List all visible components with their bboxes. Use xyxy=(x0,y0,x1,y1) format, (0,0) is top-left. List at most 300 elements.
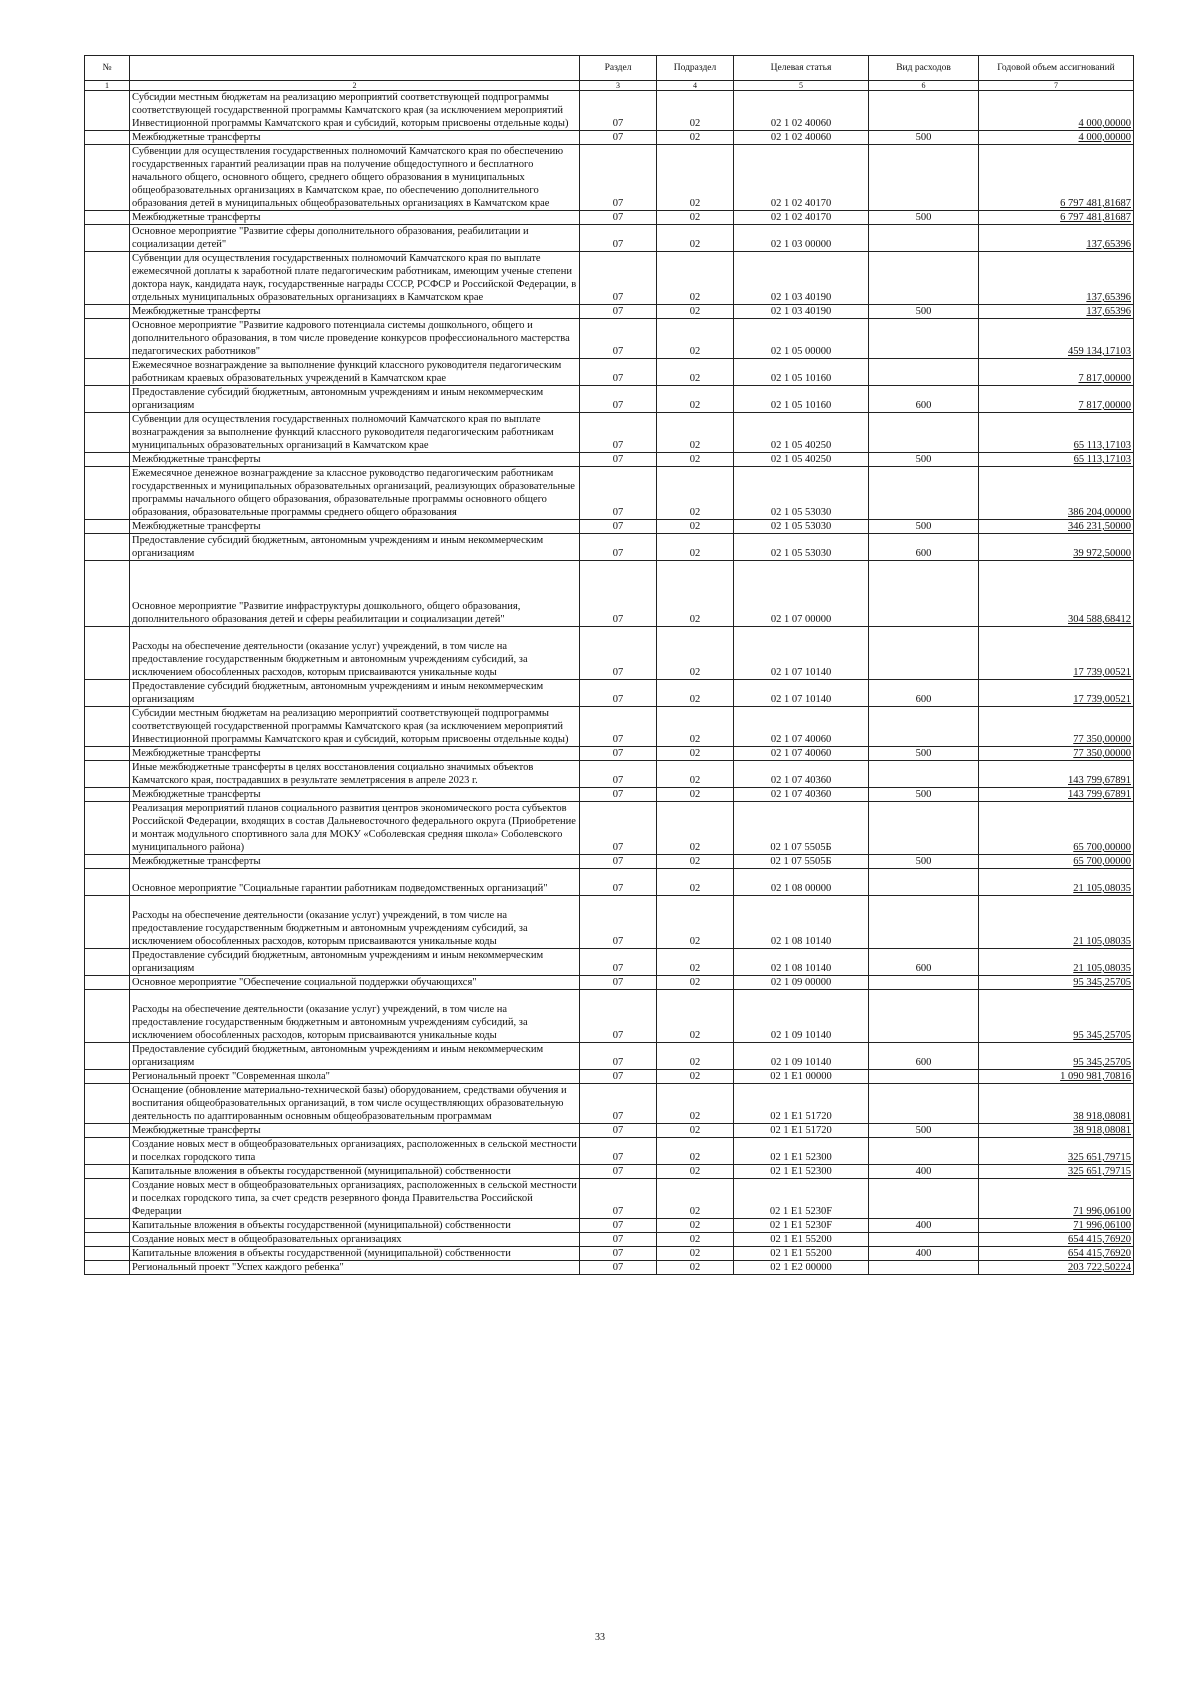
cell-name: Предоставление субсидий бюджетным, автономным учреждениям и иным некоммерческим организациям xyxy=(130,680,580,707)
cell-amount: 7 817,00000 xyxy=(979,359,1134,386)
cell-num xyxy=(85,561,130,627)
cell-target: 02 1 05 53030 xyxy=(734,534,869,561)
cell-section: 07 xyxy=(580,1070,657,1084)
cell-num xyxy=(85,1165,130,1179)
cell-section: 07 xyxy=(580,561,657,627)
cell-section: 07 xyxy=(580,627,657,680)
table-row xyxy=(85,896,1134,949)
cell-target: 02 1 E1 55200 xyxy=(734,1247,869,1261)
cell-num xyxy=(85,1084,130,1124)
cell-expense-type xyxy=(869,413,979,453)
index-cell: 3 xyxy=(580,81,657,91)
cell-name: Межбюджетные трансферты xyxy=(130,131,580,145)
cell-amount: 137,65396 xyxy=(979,252,1134,305)
cell-expense-type: 500 xyxy=(869,453,979,467)
cell-section: 07 xyxy=(580,91,657,131)
cell-expense-type xyxy=(869,225,979,252)
cell-name: Региональный проект "Успех каждого ребенка" xyxy=(130,1261,580,1275)
table-row xyxy=(85,747,1134,761)
cell-target: 02 1 02 40060 xyxy=(734,131,869,145)
cell-subsection: 02 xyxy=(657,1070,734,1084)
cell-name: Ежемесячное денежное вознаграждение за классное руководство педагогическим работникам государственных и муниципальных образовательных организаций, реализующих образовательные программы начального общего образования, образовательные программы основного общего образования, образовательные программы среднего общего образования xyxy=(130,467,580,520)
cell-amount: 95 345,25705 xyxy=(979,976,1134,990)
cell-amount: 71 996,06100 xyxy=(979,1219,1134,1233)
cell-subsection: 02 xyxy=(657,680,734,707)
cell-subsection: 02 xyxy=(657,869,734,896)
index-cell: 6 xyxy=(869,81,979,91)
cell-target: 02 1 09 00000 xyxy=(734,976,869,990)
table-row xyxy=(85,1233,1134,1247)
cell-target: 02 1 05 00000 xyxy=(734,319,869,359)
cell-section: 07 xyxy=(580,976,657,990)
cell-expense-type: 400 xyxy=(869,1247,979,1261)
table-row xyxy=(85,1179,1134,1219)
cell-expense-type xyxy=(869,761,979,788)
cell-name: Расходы на обеспечение деятельности (оказание услуг) учреждений, в том числе на предоставление государственным бюджетным и автономным учреждениям субсидий, за исключением обособленных расходов, которым присваиваются уникальные коды xyxy=(130,990,580,1043)
cell-subsection: 02 xyxy=(657,520,734,534)
cell-subsection: 02 xyxy=(657,305,734,319)
cell-target: 02 1 07 10140 xyxy=(734,627,869,680)
cell-expense-type xyxy=(869,1261,979,1275)
table-row xyxy=(85,534,1134,561)
cell-num xyxy=(85,855,130,869)
col-subsection: Подраздел xyxy=(657,56,734,81)
cell-amount: 325 651,79715 xyxy=(979,1165,1134,1179)
cell-section: 07 xyxy=(580,145,657,211)
cell-subsection: 02 xyxy=(657,225,734,252)
cell-subsection: 02 xyxy=(657,855,734,869)
cell-target: 02 1 E1 51720 xyxy=(734,1124,869,1138)
cell-section: 07 xyxy=(580,305,657,319)
cell-name: Субсидии местным бюджетам на реализацию мероприятий соответствующей подпрограммы соответствующей государственной программы Камчатского края (за исключением мероприятий Инвестиционной программы Камчатского края и субсидий, которым присвоены отдельные коды) xyxy=(130,91,580,131)
cell-target: 02 1 03 40190 xyxy=(734,252,869,305)
cell-amount: 203 722,50224 xyxy=(979,1261,1134,1275)
cell-target: 02 1 08 00000 xyxy=(734,869,869,896)
cell-subsection: 02 xyxy=(657,627,734,680)
cell-name: Межбюджетные трансферты xyxy=(130,788,580,802)
cell-expense-type: 400 xyxy=(869,1219,979,1233)
cell-target: 02 1 E2 00000 xyxy=(734,1261,869,1275)
cell-name: Реализация мероприятий планов социального развития центров экономического роста субъектов Российской Федерации, входящих в состав Дальневосточного федерального округа (Приобретение и монтаж модульного спортивного зала для МОКУ «Соболевская средняя школа» Соболевского муниципального района) xyxy=(130,802,580,855)
index-cell: 4 xyxy=(657,81,734,91)
cell-subsection: 02 xyxy=(657,145,734,211)
table-row xyxy=(85,467,1134,520)
cell-num xyxy=(85,359,130,386)
cell-section: 07 xyxy=(580,386,657,413)
cell-section: 07 xyxy=(580,520,657,534)
cell-num xyxy=(85,896,130,949)
cell-amount: 143 799,67891 xyxy=(979,761,1134,788)
cell-num xyxy=(85,761,130,788)
cell-section: 07 xyxy=(580,802,657,855)
cell-section: 07 xyxy=(580,1219,657,1233)
cell-amount: 65 113,17103 xyxy=(979,413,1134,453)
cell-target: 02 1 03 00000 xyxy=(734,225,869,252)
col-target: Целевая статья xyxy=(734,56,869,81)
cell-num xyxy=(85,534,130,561)
cell-target: 02 1 E1 52300 xyxy=(734,1138,869,1165)
cell-target: 02 1 E1 52300 xyxy=(734,1165,869,1179)
cell-expense-type: 600 xyxy=(869,949,979,976)
cell-target: 02 1 05 10160 xyxy=(734,359,869,386)
cell-amount: 137,65396 xyxy=(979,225,1134,252)
cell-name: Оснащение (обновление материально-технической базы) оборудованием, средствами обучения и воспитания общеобразовательных организаций, в том числе осуществляющих образовательную деятельность по адаптированным основным общеобразовательным программам xyxy=(130,1084,580,1124)
cell-subsection: 02 xyxy=(657,211,734,225)
cell-subsection: 02 xyxy=(657,359,734,386)
table-row xyxy=(85,453,1134,467)
cell-num xyxy=(85,976,130,990)
cell-subsection: 02 xyxy=(657,976,734,990)
cell-num xyxy=(85,1233,130,1247)
cell-expense-type xyxy=(869,91,979,131)
cell-target: 02 1 07 40060 xyxy=(734,747,869,761)
cell-num xyxy=(85,91,130,131)
cell-name: Межбюджетные трансферты xyxy=(130,1124,580,1138)
table-row xyxy=(85,855,1134,869)
cell-expense-type: 500 xyxy=(869,788,979,802)
cell-num xyxy=(85,520,130,534)
table-row xyxy=(85,413,1134,453)
cell-name: Предоставление субсидий бюджетным, автономным учреждениям и иным некоммерческим организациям xyxy=(130,1043,580,1070)
cell-amount: 21 105,08035 xyxy=(979,949,1134,976)
cell-target: 02 1 03 40190 xyxy=(734,305,869,319)
cell-num xyxy=(85,252,130,305)
col-amount: Годовой объем ассигнований xyxy=(979,56,1134,81)
cell-expense-type xyxy=(869,145,979,211)
cell-section: 07 xyxy=(580,359,657,386)
cell-subsection: 02 xyxy=(657,802,734,855)
cell-target: 02 1 E1 5230F xyxy=(734,1219,869,1233)
table-row xyxy=(85,145,1134,211)
cell-num xyxy=(85,990,130,1043)
table-body xyxy=(85,91,1134,1275)
cell-expense-type: 500 xyxy=(869,305,979,319)
cell-subsection: 02 xyxy=(657,1219,734,1233)
cell-section: 07 xyxy=(580,869,657,896)
cell-name: Основное мероприятие "Развитие инфраструктуры дошкольного, общего образования, дополнительного образования детей и сферы реабилитации и социализации детей" xyxy=(130,561,580,627)
cell-amount: 77 350,00000 xyxy=(979,707,1134,747)
cell-name: Субсидии местным бюджетам на реализацию мероприятий соответствующей подпрограммы соответствующей государственной программы Камчатского края (за исключением мероприятий Инвестиционной программы Камчатского края и субсидий, которым присвоены отдельные коды) xyxy=(130,707,580,747)
table-row xyxy=(85,359,1134,386)
cell-num xyxy=(85,1179,130,1219)
cell-target: 02 1 08 10140 xyxy=(734,949,869,976)
cell-num xyxy=(85,225,130,252)
cell-section: 07 xyxy=(580,1261,657,1275)
cell-amount: 65 700,00000 xyxy=(979,855,1134,869)
cell-num xyxy=(85,211,130,225)
cell-num xyxy=(85,802,130,855)
col-name xyxy=(130,56,580,81)
cell-subsection: 02 xyxy=(657,534,734,561)
cell-expense-type xyxy=(869,1084,979,1124)
table-row xyxy=(85,1261,1134,1275)
cell-amount: 21 105,08035 xyxy=(979,896,1134,949)
index-cell: 1 xyxy=(85,81,130,91)
cell-section: 07 xyxy=(580,131,657,145)
cell-num xyxy=(85,1070,130,1084)
index-row xyxy=(85,81,1134,91)
cell-amount: 386 204,00000 xyxy=(979,467,1134,520)
table-row xyxy=(85,1084,1134,1124)
table-row xyxy=(85,627,1134,680)
cell-target: 02 1 07 5505Б xyxy=(734,855,869,869)
table-row xyxy=(85,761,1134,788)
cell-expense-type xyxy=(869,1179,979,1219)
cell-expense-type: 600 xyxy=(869,680,979,707)
cell-target: 02 1 05 40250 xyxy=(734,413,869,453)
cell-amount: 95 345,25705 xyxy=(979,1043,1134,1070)
cell-section: 07 xyxy=(580,707,657,747)
cell-name: Предоставление субсидий бюджетным, автономным учреждениям и иным некоммерческим организациям xyxy=(130,534,580,561)
cell-num xyxy=(85,131,130,145)
cell-expense-type xyxy=(869,561,979,627)
table-row xyxy=(85,1219,1134,1233)
cell-num xyxy=(85,707,130,747)
cell-expense-type xyxy=(869,319,979,359)
cell-subsection: 02 xyxy=(657,561,734,627)
cell-amount: 6 797 481,81687 xyxy=(979,145,1134,211)
col-num: № xyxy=(85,56,130,81)
cell-target: 02 1 E1 51720 xyxy=(734,1084,869,1124)
cell-name: Расходы на обеспечение деятельности (оказание услуг) учреждений, в том числе на предоставление государственным бюджетным и автономным учреждениям субсидий, за исключением обособленных расходов, которым присваиваются уникальные коды xyxy=(130,896,580,949)
cell-num xyxy=(85,747,130,761)
cell-section: 07 xyxy=(580,413,657,453)
cell-amount: 65 700,00000 xyxy=(979,802,1134,855)
table-row xyxy=(85,305,1134,319)
cell-section: 07 xyxy=(580,747,657,761)
table-row xyxy=(85,1070,1134,1084)
cell-name: Основное мероприятие "Социальные гарантии работникам подведомственных организаций" xyxy=(130,869,580,896)
cell-subsection: 02 xyxy=(657,467,734,520)
table-row xyxy=(85,91,1134,131)
cell-num xyxy=(85,1124,130,1138)
cell-expense-type: 500 xyxy=(869,855,979,869)
cell-section: 07 xyxy=(580,949,657,976)
page-number: 33 xyxy=(595,1632,605,1643)
cell-amount: 6 797 481,81687 xyxy=(979,211,1134,225)
cell-section: 07 xyxy=(580,1247,657,1261)
cell-name: Основное мероприятие "Обеспечение социальной поддержки обучающихся" xyxy=(130,976,580,990)
cell-subsection: 02 xyxy=(657,91,734,131)
cell-name: Капитальные вложения в объекты государственной (муниципальной) собственности xyxy=(130,1247,580,1261)
budget-sheet xyxy=(84,55,1133,1275)
cell-section: 07 xyxy=(580,1179,657,1219)
table-row xyxy=(85,949,1134,976)
cell-expense-type: 500 xyxy=(869,211,979,225)
cell-target: 02 1 07 40360 xyxy=(734,788,869,802)
cell-subsection: 02 xyxy=(657,1124,734,1138)
cell-amount: 39 972,50000 xyxy=(979,534,1134,561)
cell-num xyxy=(85,680,130,707)
cell-amount: 137,65396 xyxy=(979,305,1134,319)
table-row xyxy=(85,225,1134,252)
cell-section: 07 xyxy=(580,453,657,467)
cell-section: 07 xyxy=(580,990,657,1043)
table-row xyxy=(85,802,1134,855)
cell-subsection: 02 xyxy=(657,896,734,949)
cell-amount: 325 651,79715 xyxy=(979,1138,1134,1165)
cell-section: 07 xyxy=(580,1124,657,1138)
cell-section: 07 xyxy=(580,680,657,707)
cell-num xyxy=(85,145,130,211)
cell-name: Субвенции для осуществления государственных полномочий Камчатского края по выплате ежемесячной доплаты к заработной плате педагогическим работникам, имеющим ученые степени доктора наук, кандидата наук, государственные награды СССР, РСФСР и Российской Федерации, в отдельных муниципальных образовательных организациях в Камчатском крае xyxy=(130,252,580,305)
cell-subsection: 02 xyxy=(657,747,734,761)
cell-target: 02 1 09 10140 xyxy=(734,1043,869,1070)
table-row xyxy=(85,1043,1134,1070)
cell-subsection: 02 xyxy=(657,131,734,145)
cell-expense-type xyxy=(869,359,979,386)
cell-amount: 346 231,50000 xyxy=(979,520,1134,534)
cell-amount: 38 918,08081 xyxy=(979,1084,1134,1124)
cell-name: Ежемесячное вознаграждение за выполнение функций классного руководителя педагогическим работникам краевых образовательных учреждений в Камчатском крае xyxy=(130,359,580,386)
cell-expense-type xyxy=(869,802,979,855)
cell-name: Иные межбюджетные трансферты в целях восстановления социально значимых объектов Камчатского края, пострадавших в результате землетрясения в апреле 2023 г. xyxy=(130,761,580,788)
cell-expense-type xyxy=(869,1233,979,1247)
cell-subsection: 02 xyxy=(657,1165,734,1179)
cell-expense-type xyxy=(869,896,979,949)
cell-expense-type: 600 xyxy=(869,1043,979,1070)
cell-target: 02 1 02 40060 xyxy=(734,91,869,131)
cell-name: Межбюджетные трансферты xyxy=(130,747,580,761)
table-row xyxy=(85,131,1134,145)
cell-subsection: 02 xyxy=(657,252,734,305)
cell-target: 02 1 E1 5230F xyxy=(734,1179,869,1219)
cell-section: 07 xyxy=(580,225,657,252)
table-row xyxy=(85,1247,1134,1261)
cell-section: 07 xyxy=(580,252,657,305)
cell-expense-type: 500 xyxy=(869,747,979,761)
table-row xyxy=(85,1138,1134,1165)
table-row xyxy=(85,976,1134,990)
cell-amount: 38 918,08081 xyxy=(979,1124,1134,1138)
cell-subsection: 02 xyxy=(657,1233,734,1247)
header-row xyxy=(85,56,1134,81)
cell-amount: 654 415,76920 xyxy=(979,1247,1134,1261)
cell-amount: 65 113,17103 xyxy=(979,453,1134,467)
cell-section: 07 xyxy=(580,211,657,225)
table-row xyxy=(85,788,1134,802)
cell-section: 07 xyxy=(580,761,657,788)
cell-expense-type xyxy=(869,869,979,896)
cell-target: 02 1 E1 00000 xyxy=(734,1070,869,1084)
cell-num xyxy=(85,1261,130,1275)
cell-name: Межбюджетные трансферты xyxy=(130,855,580,869)
cell-amount: 143 799,67891 xyxy=(979,788,1134,802)
cell-num xyxy=(85,319,130,359)
cell-expense-type xyxy=(869,1138,979,1165)
index-cell: 2 xyxy=(130,81,580,91)
cell-expense-type xyxy=(869,627,979,680)
index-cell: 5 xyxy=(734,81,869,91)
col-section: Раздел xyxy=(580,56,657,81)
cell-target: 02 1 07 5505Б xyxy=(734,802,869,855)
cell-name: Основное мероприятие "Развитие сферы дополнительного образования, реабилитации и социализации детей" xyxy=(130,225,580,252)
table-row xyxy=(85,1165,1134,1179)
cell-target: 02 1 07 40360 xyxy=(734,761,869,788)
cell-section: 07 xyxy=(580,855,657,869)
cell-target: 02 1 07 10140 xyxy=(734,680,869,707)
cell-num xyxy=(85,413,130,453)
cell-name: Предоставление субсидий бюджетным, автономным учреждениям и иным некоммерческим организациям xyxy=(130,949,580,976)
cell-amount: 4 000,00000 xyxy=(979,91,1134,131)
cell-num xyxy=(85,627,130,680)
cell-name: Субвенции для осуществления государственных полномочий Камчатского края по обеспечению государственных гарантий реализации прав на получение общедоступного и бесплатного начального общего, основного общего, среднего общего образования в муниципальных общеобразовательных организациях в Камчатском крае, по обеспечению дополнительного образования детей в муниципальных общеобразовательных организациях в Камчатском крае xyxy=(130,145,580,211)
cell-subsection: 02 xyxy=(657,386,734,413)
cell-name: Межбюджетные трансферты xyxy=(130,453,580,467)
cell-target: 02 1 E1 55200 xyxy=(734,1233,869,1247)
cell-subsection: 02 xyxy=(657,949,734,976)
cell-subsection: 02 xyxy=(657,319,734,359)
table-row xyxy=(85,386,1134,413)
cell-subsection: 02 xyxy=(657,1138,734,1165)
cell-expense-type xyxy=(869,252,979,305)
cell-expense-type: 500 xyxy=(869,131,979,145)
cell-subsection: 02 xyxy=(657,761,734,788)
cell-target: 02 1 02 40170 xyxy=(734,211,869,225)
cell-name: Субвенции для осуществления государственных полномочий Камчатского края по выплате вознаграждения за выполнение функций классного руководителя педагогическим работникам муниципальных образовательных организаций в Камчатском крае xyxy=(130,413,580,453)
cell-name: Межбюджетные трансферты xyxy=(130,211,580,225)
cell-section: 07 xyxy=(580,319,657,359)
cell-num xyxy=(85,1247,130,1261)
table-row xyxy=(85,211,1134,225)
cell-name: Основное мероприятие "Развитие кадрового потенциала системы дошкольного, общего и дополнительного образования, в том числе проведение конкурсов профессионального мастерства педагогических работников" xyxy=(130,319,580,359)
cell-subsection: 02 xyxy=(657,1261,734,1275)
cell-subsection: 02 xyxy=(657,707,734,747)
cell-expense-type: 600 xyxy=(869,534,979,561)
cell-name: Капитальные вложения в объекты государственной (муниципальной) собственности xyxy=(130,1165,580,1179)
table-row xyxy=(85,319,1134,359)
cell-name: Создание новых мест в общеобразовательных организациях xyxy=(130,1233,580,1247)
col-expense-type: Вид расходов xyxy=(869,56,979,81)
cell-name: Региональный проект "Современная школа" xyxy=(130,1070,580,1084)
cell-subsection: 02 xyxy=(657,413,734,453)
cell-amount: 654 415,76920 xyxy=(979,1233,1134,1247)
cell-section: 07 xyxy=(580,788,657,802)
cell-amount: 17 739,00521 xyxy=(979,680,1134,707)
table-row xyxy=(85,1124,1134,1138)
index-cell: 7 xyxy=(979,81,1134,91)
cell-subsection: 02 xyxy=(657,788,734,802)
cell-subsection: 02 xyxy=(657,1179,734,1219)
cell-amount: 17 739,00521 xyxy=(979,627,1134,680)
cell-amount: 459 134,17103 xyxy=(979,319,1134,359)
cell-num xyxy=(85,1219,130,1233)
cell-target: 02 1 02 40170 xyxy=(734,145,869,211)
cell-section: 07 xyxy=(580,467,657,520)
cell-num xyxy=(85,949,130,976)
cell-target: 02 1 05 10160 xyxy=(734,386,869,413)
cell-expense-type xyxy=(869,1070,979,1084)
cell-section: 07 xyxy=(580,1043,657,1070)
cell-name: Создание новых мест в общеобразовательных организациях, расположенных в сельской местности и поселках городского типа, за счет средств резервного фонда Правительства Российской Федерации xyxy=(130,1179,580,1219)
table-row xyxy=(85,990,1134,1043)
cell-expense-type: 600 xyxy=(869,386,979,413)
cell-amount: 304 588,68412 xyxy=(979,561,1134,627)
cell-num xyxy=(85,869,130,896)
table-row xyxy=(85,707,1134,747)
cell-amount: 4 000,00000 xyxy=(979,131,1134,145)
cell-target: 02 1 05 40250 xyxy=(734,453,869,467)
cell-section: 07 xyxy=(580,1165,657,1179)
budget-table xyxy=(84,55,1134,1275)
cell-target: 02 1 09 10140 xyxy=(734,990,869,1043)
table-row xyxy=(85,252,1134,305)
cell-target: 02 1 05 53030 xyxy=(734,520,869,534)
cell-amount: 1 090 981,70816 xyxy=(979,1070,1134,1084)
cell-num xyxy=(85,467,130,520)
cell-subsection: 02 xyxy=(657,990,734,1043)
cell-amount: 95 345,25705 xyxy=(979,990,1134,1043)
